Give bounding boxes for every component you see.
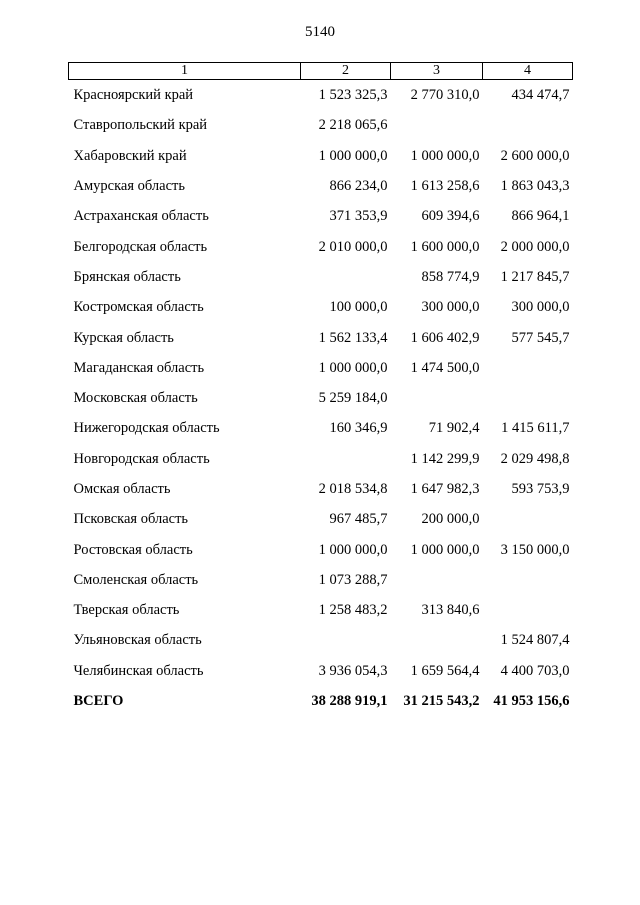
region-name: Ульяновская область	[73, 632, 202, 649]
table-row	[69, 444, 573, 474]
column-header-4: 4	[483, 63, 573, 80]
amount-cell-col3: 2 770 310,0	[410, 87, 480, 104]
amount-cell-col3: 1 000 000,0	[410, 147, 480, 164]
region-name: Новгородская область	[73, 450, 210, 467]
amount-cell-col2: 1 258 483,2	[318, 602, 388, 619]
amount-cell-col2: 1 073 288,7	[318, 571, 388, 588]
page-number: 5140	[305, 24, 335, 40]
column-header-3: 3	[391, 63, 483, 80]
amount-cell-col4	[483, 353, 573, 383]
region-name: Ставропольский край	[73, 117, 208, 134]
region-name: Московская область	[73, 390, 198, 407]
table-row	[69, 353, 573, 383]
amount-cell-col3: 1 142 299,9	[410, 450, 480, 467]
amount-cell-col2: 2 018 534,8	[318, 481, 388, 497]
amount-cell-col2: 1 562 133,4	[318, 329, 388, 346]
region-name: Магаданская область	[73, 359, 205, 376]
region-name: Костромская область	[73, 299, 204, 316]
amount-cell-col3: 1 606 402,9	[410, 329, 480, 346]
amount-cell-col4: 593 753,9	[511, 481, 570, 497]
amount-cell-col3: 609 394,6	[421, 208, 480, 225]
table-row	[69, 201, 573, 231]
table-row	[69, 383, 573, 413]
amount-cell-col4: 2 029 498,8	[500, 450, 570, 467]
amount-cell-col2: 5 259 184,0	[318, 390, 388, 407]
table-row	[69, 110, 573, 140]
amount-cell-col3: 1 600 000,0	[410, 238, 480, 255]
amount-cell-col2	[301, 444, 391, 474]
amount-cell-col2: 1 523 325,3	[318, 87, 388, 104]
amount-cell-col4	[483, 383, 573, 413]
table-row	[69, 262, 573, 292]
amount-cell-col2: 2 218 065,6	[318, 117, 388, 134]
amount-cell-col2: 967 485,7	[329, 511, 388, 528]
table-row	[69, 565, 573, 595]
amount-cell-col3	[391, 565, 483, 595]
amount-cell-col3: 1 000 000,0	[410, 541, 480, 558]
table-row	[69, 322, 573, 352]
total-row	[69, 686, 573, 716]
amount-cell-col3: 313 840,6	[421, 602, 480, 619]
table-row	[69, 595, 573, 625]
amount-cell-col4	[483, 504, 573, 534]
amount-cell-col3: 1 474 500,0	[410, 359, 480, 376]
amount-cell-col2: 3 936 054,3	[318, 662, 388, 679]
total-amount-col2: 38 288 919,1	[311, 693, 388, 710]
total-amount-col4: 41 953 156,6	[493, 693, 570, 710]
region-name: Хабаровский край	[73, 147, 187, 164]
region-name: Смоленская область	[73, 571, 199, 588]
amount-cell-col2: 160 346,9	[329, 420, 388, 437]
region-name: Астраханская область	[73, 208, 209, 225]
region-name: Псковская область	[73, 511, 189, 528]
table-row	[69, 141, 573, 171]
region-name: Ростовская область	[73, 541, 193, 558]
table-row	[69, 292, 573, 322]
amount-cell-col3: 1 647 982,3	[410, 481, 480, 497]
amount-cell-col4: 2 600 000,0	[500, 147, 570, 164]
table-body	[69, 80, 573, 717]
amount-cell-col3: 71 902,4	[428, 420, 480, 437]
amount-cell-col4: 1 415 611,7	[501, 420, 570, 437]
amount-cell-col4: 1 863 043,3	[500, 178, 570, 195]
region-name: Амурская область	[73, 178, 185, 195]
header-row	[69, 63, 573, 80]
amount-cell-col4: 1 217 845,7	[500, 268, 570, 285]
amount-cell-col4	[483, 110, 573, 140]
table-row	[69, 231, 573, 261]
table-row	[69, 171, 573, 201]
region-name: Курская область	[73, 329, 174, 346]
amount-cell-col4	[483, 595, 573, 625]
amount-cell-col2: 1 000 000,0	[318, 359, 388, 376]
amount-cell-col3: 858 774,9	[421, 268, 480, 285]
amount-cell-col4: 2 000 000,0	[500, 238, 570, 255]
amount-cell-col2: 1 000 000,0	[318, 147, 388, 164]
amount-cell-col4: 1 524 807,4	[500, 632, 570, 649]
region-name: Белгородская область	[73, 238, 208, 255]
amount-cell-col2: 1 000 000,0	[318, 541, 388, 558]
table-row	[69, 80, 573, 111]
amount-cell-col4: 434 474,7	[511, 87, 570, 104]
amount-cell-col4: 577 545,7	[511, 329, 570, 346]
amount-cell-col3	[391, 625, 483, 655]
total-amount-col3: 31 215 543,2	[403, 693, 480, 710]
amount-cell-col2: 866 234,0	[329, 178, 388, 195]
amount-cell-col4: 4 400 703,0	[500, 662, 570, 679]
amount-cell-col4: 300 000,0	[511, 299, 570, 316]
amount-cell-col2: 100 000,0	[329, 299, 388, 316]
amount-cell-col2: 371 353,9	[329, 208, 388, 225]
region-name: Омская область	[73, 481, 171, 497]
region-name: Нижегородская область	[73, 420, 220, 437]
total-label: ВСЕГО	[73, 693, 124, 710]
amount-cell-col3	[391, 383, 483, 413]
amount-cell-col4: 3 150 000,0	[500, 541, 570, 558]
amount-cell-col2	[301, 625, 391, 655]
column-header-2: 2	[301, 63, 391, 80]
table-row	[69, 474, 573, 504]
table-row	[69, 504, 573, 534]
region-name: Красноярский край	[73, 87, 194, 104]
amount-cell-col3: 200 000,0	[421, 511, 480, 528]
region-name: Брянская область	[73, 268, 181, 285]
table-row	[69, 413, 573, 443]
amount-cell-col3: 1 659 564,4	[410, 662, 480, 679]
region-name: Челябинская область	[73, 662, 204, 679]
amount-cell-col3: 300 000,0	[421, 299, 480, 316]
amount-cell-col2: 2 010 000,0	[318, 238, 388, 255]
budget-table	[68, 62, 573, 716]
table-row	[69, 534, 573, 564]
table-row	[69, 625, 573, 655]
column-header-1: 1	[69, 63, 301, 80]
region-name: Тверская область	[73, 602, 180, 619]
amount-cell-col4: 866 964,1	[511, 208, 570, 225]
table-row	[69, 656, 573, 686]
amount-cell-col3: 1 613 258,6	[410, 178, 480, 195]
amount-cell-col2	[301, 262, 391, 292]
amount-cell-col4	[483, 565, 573, 595]
amount-cell-col3	[391, 110, 483, 140]
